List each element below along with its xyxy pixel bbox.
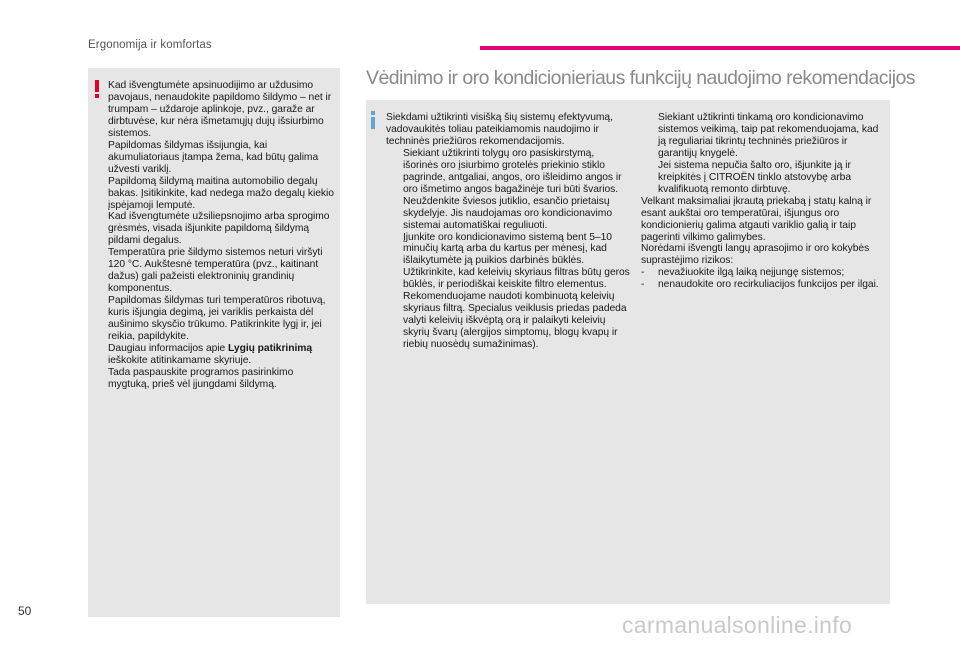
fogging-paragraph: Norėdami išvengti langų aprasojimo ir oro kokybės suprastėjimo rizikos: bbox=[641, 243, 870, 267]
header-title: Ergonomija ir komfortas bbox=[88, 39, 212, 51]
bullet-marker-icon bbox=[641, 112, 658, 160]
intro-paragraph: Siekdami užtikrinti visišką šių sistemų efektyvumą, vadovaukitės toliau pateikiamomis naudojimo ir techninės priežiūros rekomendacijomis. bbox=[386, 112, 613, 147]
section-title: Vėdinimo ir oro kondicionieriaus funkcijų naudojimo rekomendacijos bbox=[366, 67, 916, 89]
warning-paragraph: Papildomas šildymas turi temperatūros ribotuvą, kuris išjungia degimą, jei variklis perkaista dėl aušinimo skysčio trūkumo. Patikrinkite lygį ir, jei reikia, papildykite. bbox=[108, 295, 326, 343]
dash-item: - nenaudokite oro recirkuliacijos funkcijos per ilgai. bbox=[641, 279, 879, 291]
bullet-marker-icon bbox=[386, 232, 403, 268]
page-number: 50 bbox=[18, 604, 32, 618]
recommendations-column-1 bbox=[386, 112, 630, 351]
reference-suffix: ieškokite atitinkamame skyriuje. bbox=[108, 354, 252, 366]
bullet-marker-icon bbox=[386, 148, 403, 196]
watermark: carmanualsonline.info bbox=[622, 612, 853, 638]
recommendations-column-2 bbox=[641, 112, 885, 291]
warning-paragraph: Temperatūra prie šildymo sistemos neturi viršyti 120 °C. Aukštesnė temperatūra (pvz., kaitinant dažus) gali pažeisti elektroninių grandinių komponentus. bbox=[108, 247, 323, 295]
warning-paragraph: Papildomą šildymą maitina automobilio degalų bakas. Įsitikinkite, kad nedega mažo degalų kiekio įspėjamoji lemputė. bbox=[108, 175, 334, 211]
warning-paragraph: Kad išvengtumėte užsiliepsnojimo arba sprogimo grėsmės, visada išjunkite papildomą šildymą pildami degalus. bbox=[108, 211, 330, 247]
warning-paragraph-reference bbox=[108, 343, 334, 367]
dash-item: - nevažiuokite ilgą laiką neįjungę sistemos; bbox=[641, 267, 845, 279]
reference-link-text: Lygių patikrinimą bbox=[228, 342, 313, 354]
bullet-marker-icon bbox=[641, 160, 658, 196]
warning-paragraph: Kad išvengtumėte apsinuodijimo ar uždusimo pavojaus, nenaudokite papildomo šildymo – net ir trumpam – uždaroje aplinkoje, pvz., garaže ar dirbtuvėse, kur nėra išmetamųjų dujų išsiurbimo sistemos. bbox=[108, 80, 332, 139]
info-icon bbox=[370, 111, 376, 129]
towing-paragraph: Velkant maksimaliai įkrautą priekabą į statų kalną ir esant aukštai oro temperatūrai, išjungus oro kondicionierių galima atgauti variklio galią ir taip pagerinti vilkimo galimybes. bbox=[641, 195, 872, 243]
dash-marker: - bbox=[641, 267, 645, 279]
reference-prefix: Daugiau informacijos apie bbox=[108, 342, 229, 354]
bullet-item: Užtikrinkite, kad keleivių skyriaus filtras būtų geros būklės, ir periodiškai keiskite filtro elementus. Rekomenduojame naudoti kombinuotą keleivių skyriaus filtrą. Specialus veiklusis priedas padeda valyti keleivių iškvėptą orą ir palaikyti keleivių skyrių švarų (alergijos simptomų, blogų kvapų ir riebių nuosėdų sumažinimas). bbox=[386, 267, 630, 351]
warning-paragraph: Papildomas šildymas išsijungia, kai akumuliatoriaus įtampa žema, kad būtų galima užvesti variklį. bbox=[108, 139, 319, 175]
header-accent-bar bbox=[480, 46, 960, 50]
bullet-item: Įjunkite oro kondicionavimo sistemą bent 5–10 minučių kartą arba du kartus per mėnesį, kad išlaikytumėte ją puikios darbinės būklės. bbox=[386, 232, 630, 268]
bullet-item: Siekiant užtikrinti tolygų oro pasiskirstymą, išorinės oro įsiurbimo grotelės priekinio stiklo pagrinde, antgaliai, angos, oro išleidimo angos ir oro išmetimo angos bagažinėje turi būti švarios. bbox=[386, 148, 630, 196]
bullet-marker-icon bbox=[386, 196, 403, 232]
bullet-item: Jei sistema nepučia šalto oro, išjunkite ją ir kreipkitės į CITROËN tinklo atstovybę arba kvalifikuotą remonto dirbtuvę. bbox=[641, 160, 885, 196]
bullet-item: Siekiant užtikrinti tinkamą oro kondicionavimo sistemos veikimą, taip pat rekomenduojama, kad ją reguliariai tikrintų techninės priežiūros ir garantijų knygelė. bbox=[641, 112, 885, 160]
dash-marker: - bbox=[641, 279, 645, 291]
warning-text bbox=[108, 80, 334, 391]
bullet-marker-icon bbox=[386, 267, 403, 351]
warning-paragraph: Tada paspauskite programos pasirinkimo mygtuką, prieš vėl įjungdami šildymą. bbox=[108, 366, 294, 390]
exclamation-icon bbox=[94, 80, 100, 98]
bullet-item: Neuždenkite šviesos jutiklio, esančio prietaisų skydelyje. Jis naudojamas oro kondicionavimo sistemai automatiškai reguliuoti. bbox=[386, 196, 630, 232]
